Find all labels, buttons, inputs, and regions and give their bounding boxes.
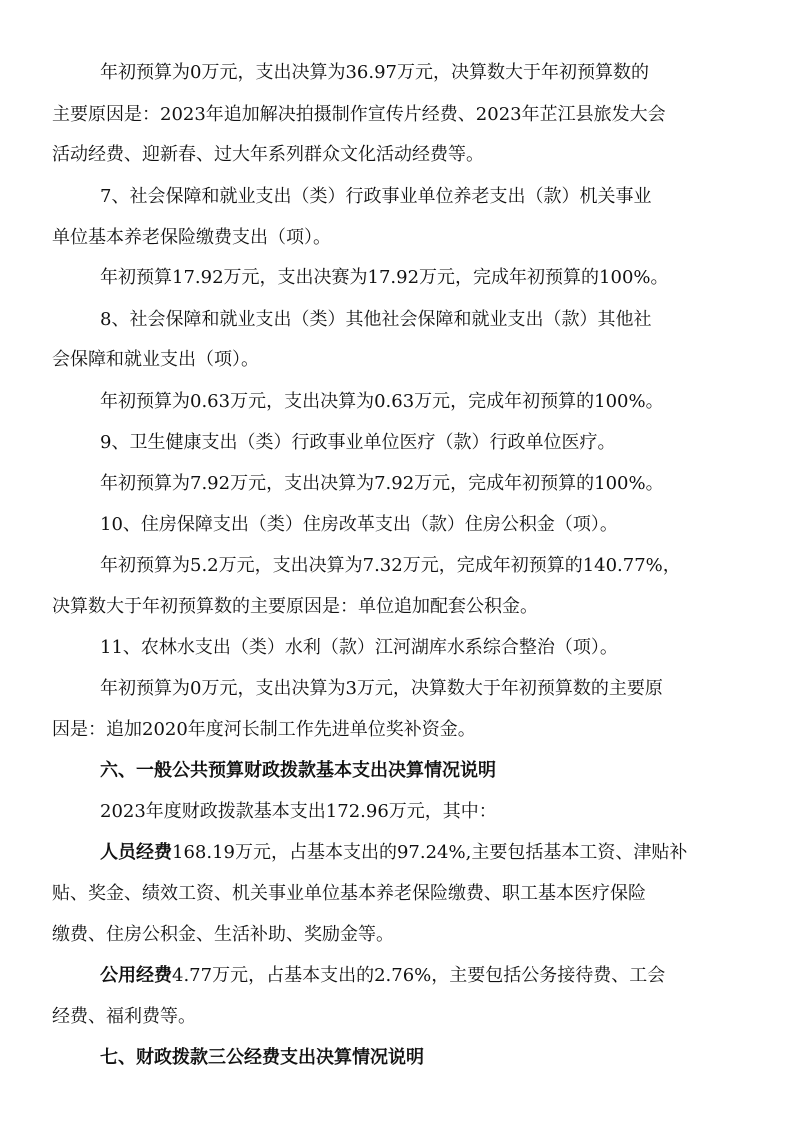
- personnel-label: 人员经费: [100, 842, 172, 863]
- item-heading-10: 10、住房保障支出（类）住房改革支出（款）住房公积金（项）。: [100, 514, 618, 535]
- paragraph-line: 会保障和就业支出（项）。: [52, 349, 259, 370]
- item-heading-9: 9、卫生健康支出（类）行政事业单位医疗（款）行政单位医疗。: [100, 432, 616, 453]
- item-heading-11: 11、农林水支出（类）水利（款）江河湖库水系综合整治（项）。: [100, 637, 618, 658]
- paragraph-line: 主要原因是：2023年追加解决拍摄制作宣传片经费、2023年芷江县旅发大会: [52, 104, 666, 125]
- paragraph-line: 年初预算为0.63万元，支出决算为0.63万元，完成年初预算的100%。: [100, 391, 664, 412]
- section-heading-7: 七、财政拨款三公经费支出决算情况说明: [100, 1047, 424, 1068]
- paragraph-line: 年初预算为0万元，支出决算为3万元，决算数大于年初预算数的主要原: [100, 678, 663, 699]
- section-heading-6: 六、一般公共预算财政拨款基本支出决算情况说明: [100, 760, 496, 781]
- paragraph-line: 年初预算17.92万元，支出决赛为17.92万元，完成年初预算的100%。: [100, 267, 669, 288]
- paragraph-line: 活动经费、迎新春、过大年系列群众文化活动经费等。: [52, 144, 484, 165]
- paragraph-line: 决算数大于年初预算数的主要原因是：单位追加配套公积金。: [52, 596, 538, 617]
- paragraph-line: 经费、福利费等。: [52, 1006, 196, 1027]
- paragraph-line: 年初预算为7.92万元，支出决算为7.92万元，完成年初预算的100%。: [100, 473, 664, 494]
- paragraph-line: 2023年度财政拨款基本支出172.96万元，其中：: [100, 801, 497, 822]
- paragraph-text: 168.19万元，占基本支出的97.24%,主要包括基本工资、津贴补: [172, 842, 688, 863]
- paragraph-line: 贴、奖金、绩效工资、机关事业单位基本养老保险缴费、职工基本医疗保险: [52, 883, 646, 904]
- paragraph-line: [100, 840, 687, 866]
- public-label: 公用经费: [100, 965, 172, 986]
- paragraph-line: 年初预算为0万元，支出决算为36.97万元，决算数大于年初预算数的: [100, 62, 649, 83]
- item-heading-7: 7、社会保障和就业支出（类）行政事业单位养老支出（款）机关事业: [100, 186, 652, 207]
- item-heading-8: 8、社会保障和就业支出（类）其他社会保障和就业支出（款）其他社: [100, 309, 652, 330]
- paragraph-line: [100, 963, 665, 989]
- paragraph-line: 年初预算为5.2万元，支出决算为7.32万元，完成年初预算的140.77%，: [100, 555, 681, 576]
- paragraph-text: 4.77万元，占基本支出的2.76%，主要包括公务接待费、工会: [172, 965, 666, 986]
- paragraph-line: 缴费、住房公积金、生活补助、奖励金等。: [52, 924, 394, 945]
- paragraph-line: 因是：追加2020年度河长制工作先进单位奖补资金。: [52, 719, 476, 740]
- paragraph-line: 单位基本养老保险缴费支出（项）。: [52, 227, 331, 248]
